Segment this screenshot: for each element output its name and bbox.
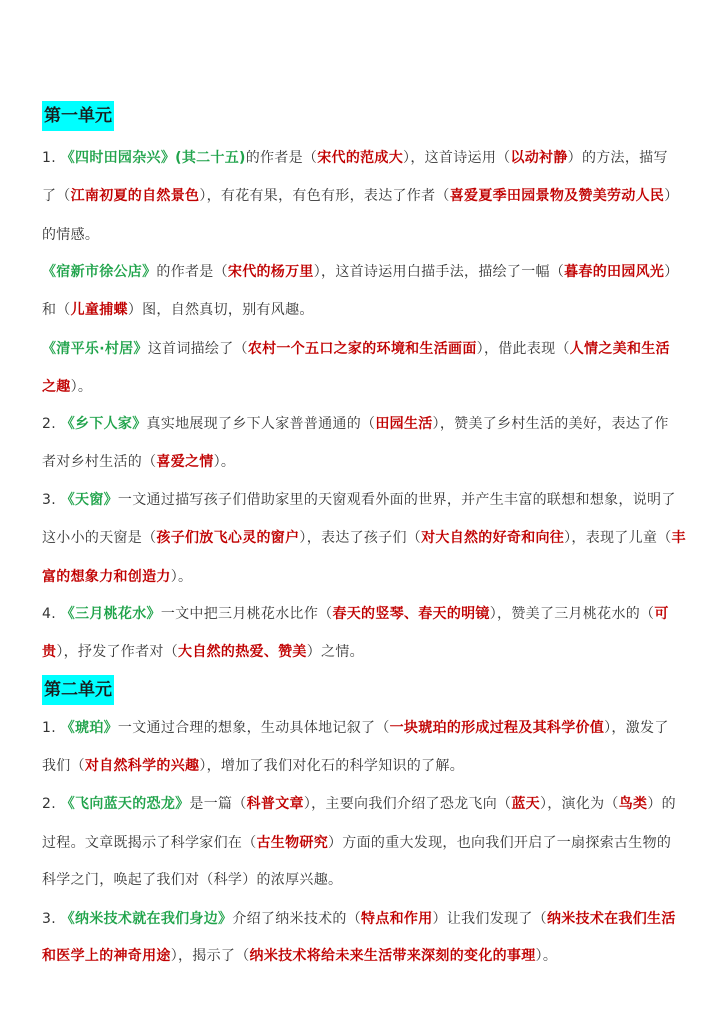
title-text: 《琥珀》 xyxy=(60,720,118,736)
text-line xyxy=(42,262,679,282)
text-line xyxy=(42,339,670,359)
title-text: 《四时田园杂兴》(其二十五) xyxy=(60,150,246,166)
answer-text: 特点和作用 xyxy=(361,911,433,927)
answer-text: 对大自然的好奇和向往 xyxy=(421,530,565,546)
text-line xyxy=(42,452,235,472)
body-text: ）的方法，描写 xyxy=(567,150,668,166)
title-text: 《纳米技术就在我们身边》 xyxy=(60,911,233,927)
body-text: 1. xyxy=(42,150,61,166)
answer-text: 富的想象力和创造力 xyxy=(42,569,171,585)
text-line xyxy=(42,946,557,966)
body-text: 和（ xyxy=(42,302,71,318)
body-text: ）。 xyxy=(170,569,193,585)
text-line xyxy=(42,756,464,776)
body-text: ），赞美了乡村生活的美好，表达了作 xyxy=(432,416,669,432)
body-text: ），这首诗运用（ xyxy=(403,150,511,166)
text-line xyxy=(42,300,314,320)
body-text: ），借此表现（ xyxy=(476,341,570,357)
section-heading-unit-2: 第二单元 xyxy=(42,675,114,705)
body-text: ），有花有果，有色有形，表达了作者（ xyxy=(199,188,450,204)
body-text: ）图，自然真切，别有风趣。 xyxy=(127,302,314,318)
text-line xyxy=(42,528,686,548)
title-text: 《飞向蓝天的恐龙》 xyxy=(60,796,190,812)
text-line xyxy=(42,186,679,206)
answer-text: 古生物研究 xyxy=(256,835,328,851)
body-text: ），增加了我们对化石的科学知识的了解。 xyxy=(199,758,465,774)
text-line xyxy=(42,642,364,662)
body-text: 4. xyxy=(42,606,61,622)
body-text: 3. xyxy=(42,492,61,508)
title-text: 《乡下人家》 xyxy=(60,416,147,432)
body-text: ），表现了儿童（ xyxy=(564,530,672,546)
answer-text: 丰 xyxy=(671,530,686,546)
body-text: 的作者是（ xyxy=(245,150,318,166)
answer-text: 田园生活 xyxy=(375,416,433,432)
body-text: 一文中把三月桃花水比作（ xyxy=(160,606,333,622)
body-text: ） xyxy=(664,264,679,280)
answer-text: 喜爱之情 xyxy=(156,454,214,470)
answer-text: 科普文章 xyxy=(246,796,304,812)
body-text: ）。 xyxy=(213,454,236,470)
text-line xyxy=(42,567,192,587)
body-text: 2. xyxy=(42,416,61,432)
answer-text: 春天的竖琴、春天的明镜 xyxy=(332,606,490,622)
body-text: 过程。文章既揭示了科学家们在（ xyxy=(42,835,257,851)
answer-text: 和医学上的神奇用途 xyxy=(42,948,171,964)
answer-text: 人情之美和生活 xyxy=(569,341,670,357)
text-line xyxy=(42,604,669,624)
text-line xyxy=(42,377,92,397)
body-text: ）。 xyxy=(535,948,558,964)
answer-text: 宋代的范成大 xyxy=(317,150,404,166)
text-line xyxy=(42,909,676,929)
body-text: ），抒发了作者对（ xyxy=(56,644,179,660)
title-text: 《清平乐·村居》 xyxy=(42,341,148,357)
title-text: 《宿新市徐公店》 xyxy=(42,264,157,280)
text-line xyxy=(42,794,676,814)
body-text: 2. xyxy=(42,796,61,812)
answer-text: 喜爱夏季田园景物及赞美劳动人民 xyxy=(449,188,665,204)
body-text: ），赞美了三月桃花水的（ xyxy=(489,606,655,622)
answer-text: 农村一个五口之家的环境和生活画面 xyxy=(247,341,477,357)
answer-text: 可 xyxy=(654,606,669,622)
title-text: 《三月桃花水》 xyxy=(60,606,161,622)
body-text: ）让我们发现了（ xyxy=(432,911,547,927)
text-line xyxy=(42,718,669,738)
body-text: 者对乡村生活的（ xyxy=(42,454,157,470)
body-text: ）之情。 xyxy=(306,644,364,660)
body-text: 这小小的天窗是（ xyxy=(42,530,157,546)
body-text: 科学之门，唤起了我们对（科学）的浓厚兴趣。 xyxy=(42,872,343,888)
body-text: 3. xyxy=(42,911,61,927)
text-line xyxy=(42,870,342,890)
body-text: 这首词描绘了（ xyxy=(147,341,248,357)
body-text: ），这首诗运用白描手法，描绘了一幅（ xyxy=(313,264,565,280)
body-text: ），揭示了（ xyxy=(170,948,250,964)
body-text: 一文通过描写孩子们借助家里的天窗观看外面的世界，并产生丰富的联想和想象，说明了 xyxy=(117,492,676,508)
text-line xyxy=(42,490,676,510)
body-text: 1. xyxy=(42,720,61,736)
text-line xyxy=(42,833,671,853)
answer-text: 贵 xyxy=(42,644,57,660)
text-line xyxy=(42,225,99,245)
answer-text: 暮春的田园风光 xyxy=(564,264,665,280)
answer-text: 对自然科学的兴趣 xyxy=(84,758,200,774)
answer-text: 孩子们放飞心灵的窗户 xyxy=(156,530,300,546)
text-line xyxy=(42,148,668,168)
text-line xyxy=(42,414,669,434)
answer-text: 之趣 xyxy=(42,379,71,395)
answer-text: 儿童捕蝶 xyxy=(70,302,128,318)
answer-text: 一块琥珀的形成过程及其科学价值 xyxy=(389,720,605,736)
body-text: ）。 xyxy=(70,379,93,395)
answer-text: 江南初夏的自然景色 xyxy=(70,188,200,204)
body-text: 的作者是（ xyxy=(156,264,228,280)
body-text: 我们（ xyxy=(42,758,85,774)
answer-text: 以动衬静 xyxy=(510,150,568,166)
body-text: ），表达了孩子们（ xyxy=(299,530,422,546)
answer-text: 鸟类 xyxy=(618,796,648,812)
body-text: 的情感。 xyxy=(42,227,100,243)
title-text: 《天窗》 xyxy=(60,492,118,508)
answer-text: 纳米技术在我们生活 xyxy=(546,911,676,927)
body-text: 一文通过合理的想象，生动具体地记叙了（ xyxy=(117,720,390,736)
answer-text: 纳米技术将给未来生活带来深刻的变化的事理 xyxy=(249,948,536,964)
body-text: ）方面的重大发现，也向我们开启了一扇探索古生物的 xyxy=(328,835,672,851)
body-text: ），主要向我们介绍了恐龙飞向（ xyxy=(303,796,512,812)
body-text: ），演化为（ xyxy=(539,796,619,812)
body-text: 是一篇（ xyxy=(189,796,247,812)
section-heading-unit-1: 第一单元 xyxy=(42,101,114,131)
body-text: 真实地展现了乡下人家普普通通的（ xyxy=(146,416,376,432)
answer-text: 蓝天 xyxy=(511,796,540,812)
body-text: ），激发了 xyxy=(604,720,669,736)
body-text: ） xyxy=(664,188,679,204)
answer-text: 大自然的热爱、赞美 xyxy=(178,644,307,660)
answer-text: 宋代的杨万里 xyxy=(227,264,314,280)
body-text: 介绍了纳米技术的（ xyxy=(232,911,362,927)
body-text: ）的 xyxy=(647,796,676,812)
body-text: 了（ xyxy=(42,188,71,204)
